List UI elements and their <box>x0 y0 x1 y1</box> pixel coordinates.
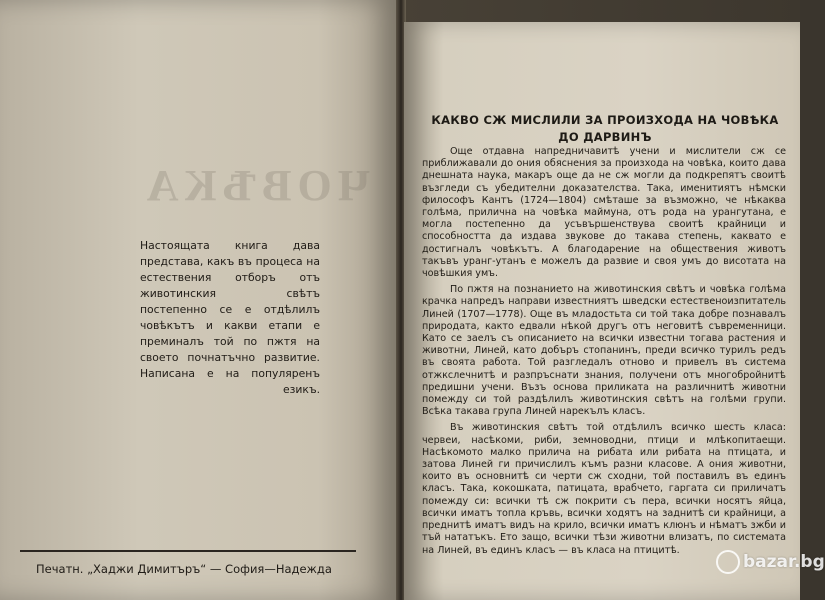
site-watermark <box>716 550 825 590</box>
show-through-print: ЧОВѢКА <box>140 161 370 210</box>
imprint-divider <box>20 550 356 552</box>
left-page <box>0 0 398 600</box>
printer-imprint: Печатн. „Хаджи Димитъръ“ — София—Надежда <box>36 562 332 576</box>
watermark-logo-icon <box>716 550 740 574</box>
book-description <box>140 238 320 398</box>
chapter-body <box>422 146 786 561</box>
watermark-text: bazar.bg <box>743 552 825 572</box>
book-description-text: Настоящата книга дава представа, какъ въ процеса на естествения отборъ отъ животинския свѣтъ постепенно се е отдѣлилъ човѣкътъ и какви етапи е преминалъ той по пжтя на своето почнатъчно развитие. Написана е на популяренъ езикъ. <box>140 239 320 396</box>
paragraph: По пжтя на познанието на животинския свѣтъ и човѣка голѣма крачка напредъ направи известниятъ шведски естественоизпитатель Линей (1707—1778). Още въ младостьта си той така добре познавалъ природата, както едвали нѣкой другъ отъ неговитѣ съвременници. Като се заелъ съ описанието на всички известни тогава растения и животни, Линей, като добъръ стопанинъ, преди всичко турилъ редъ въ своята работа. Той разгледалъ отново и привелъ въ система отжкслечнитѣ и разпръснати знания, получени отъ многобройнитѣ предишни учени. Възъ основа приликата на различнитѣ животни помежду си той раздѣлилъ животинския свѣтъ на голѣми групи. Всѣка такава група Линей нарекълъ класъ. <box>422 284 786 418</box>
paragraph: Още отдавна напредничавитѣ учени и мислители сж се приближавали до ония обяснения за произхода на човѣка, които дава днешната наука, макаръ още да не сж могли да подкрепятъ своитѣ възгледи съ убедителни доказателства. Така, именитиятъ нѣмски философъ Кантъ (1724—1804) смѣташе за възможно, че нѣкаква голѣма, прилична на човѣка маймуна, отъ рода на урангутана, е могла постепенно да усъвършенствува своитѣ крайници и способността да издава звукове до такава степень, каквато е достигналъ човѣкътъ. А благодарение на обществения животъ такъвъ уранг-утанъ е можелъ да развие и своя умъ до висотата на човѣшкия умъ. <box>422 146 786 280</box>
paragraph: Въ животинския свѣтъ той отдѣлилъ всичко шесть класа: червеи, насѣкоми, риби, земноводни, птици и млѣкопитаещи. Насѣкомото малко прилича на рибата или рибата на птицата, и затова Линей ги причислилъ къмъ разни класове. А ония животни, които въ основнитѣ си черти сж сходни, той поставилъ въ единъ класъ. Така, кокошката, патицата, врабчето, гаргата си приличатъ помежду си: всички тѣ сж покрити съ пера, всички носятъ яйца, всички иматъ топла кръвь, всички ходятъ на заднитѣ си крайници, а преднитѣ иматъ видъ на крило, всички иматъ клюнъ и нѣматъ зжби и тъй нататъкъ. Ето защо, всички тѣзи животни влизатъ, по системата на Линей, въ единъ класъ — въ класа на птицитѣ. <box>422 422 786 556</box>
chapter-title: КАКВО СЖ МИСЛИЛИ ЗА ПРОИЗХОДА НА ЧОВѢКА ДО ДАРВИНЪ <box>431 113 779 144</box>
